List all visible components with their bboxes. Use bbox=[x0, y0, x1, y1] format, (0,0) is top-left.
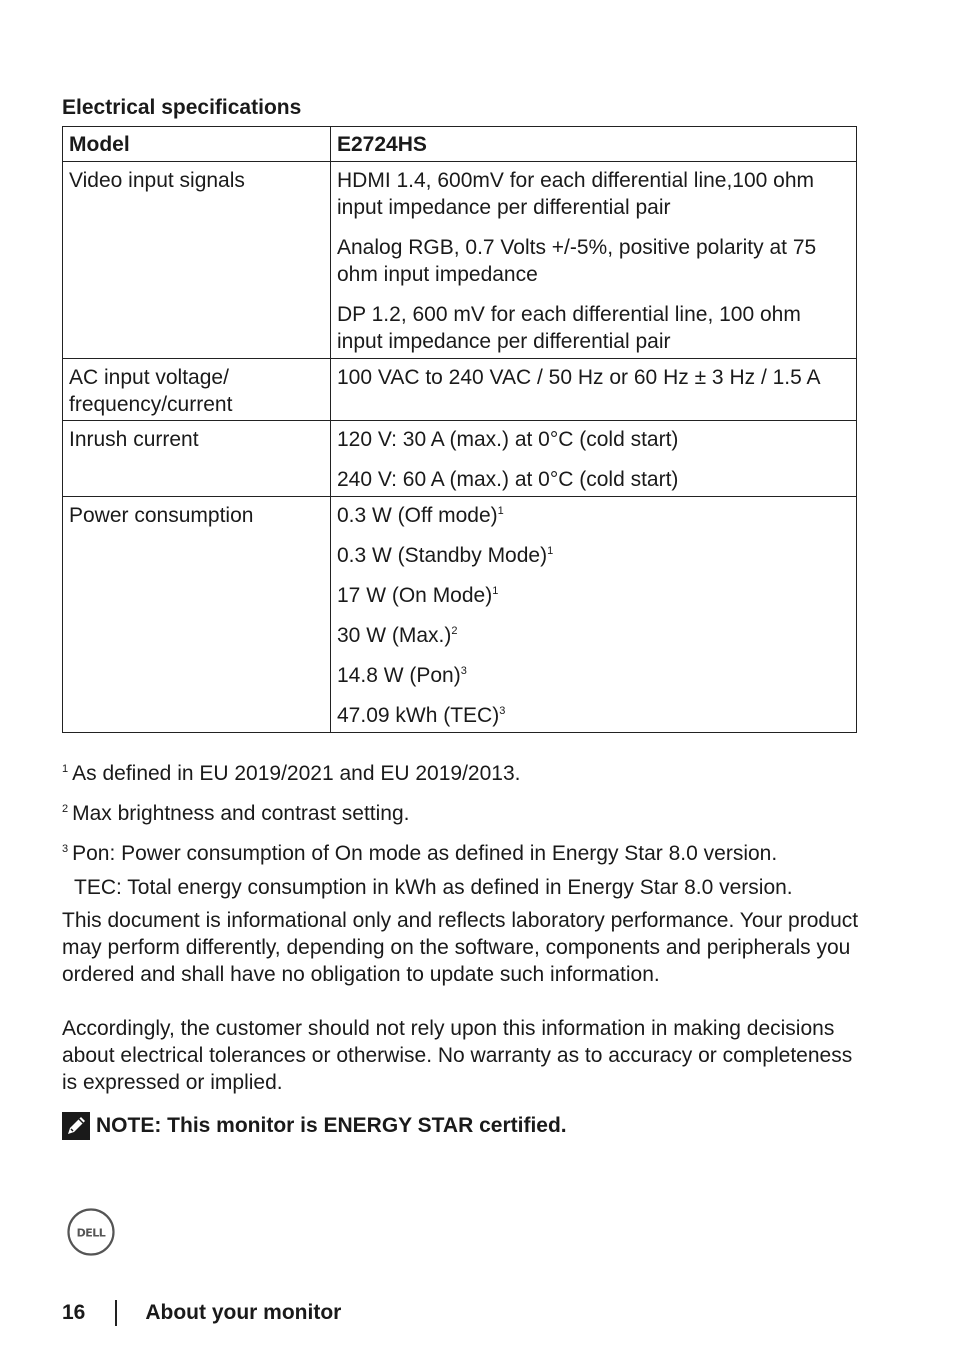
footnote bbox=[62, 760, 862, 787]
footnote-ref: 3 bbox=[460, 665, 467, 677]
spec-value-text: 14.8 W (Pon) bbox=[337, 664, 461, 687]
dell-logo-text: DELL bbox=[76, 1226, 106, 1240]
footnote-ref: 1 bbox=[492, 585, 499, 597]
electrical-spec-table bbox=[62, 126, 857, 733]
spec-value bbox=[337, 542, 850, 569]
spec-value: HDMI 1.4, 600mV for each differential line,100 ohm input impedance per differential pair bbox=[337, 169, 815, 219]
note-block bbox=[62, 1112, 567, 1140]
page-footer bbox=[62, 1300, 341, 1326]
table-row bbox=[63, 359, 857, 421]
table-row bbox=[63, 162, 857, 359]
header-model-label: Model bbox=[63, 127, 331, 162]
spec-value-text: 47.09 kWh (TEC) bbox=[337, 704, 500, 727]
footnote-mark: 1 bbox=[62, 763, 69, 775]
note-text: NOTE: This monitor is ENERGY STAR certified. bbox=[96, 1114, 567, 1137]
footnote-mark: 3 bbox=[62, 843, 69, 855]
header-model-value: E2724HS bbox=[331, 127, 857, 162]
footnote-ref: 1 bbox=[497, 505, 504, 517]
spec-value-text: 30 W (Max.) bbox=[337, 624, 452, 647]
disclaimer-paragraph-2: Accordingly, the customer should not rely upon this information in making decisions about electrical tolerances or otherwise. No warranty as to accuracy or completeness is expressed or implied. bbox=[62, 1017, 853, 1094]
spec-label: AC input voltage/ frequency/current bbox=[63, 359, 331, 421]
spec-label: Video input signals bbox=[63, 162, 331, 359]
footer-divider bbox=[115, 1300, 117, 1326]
spec-values bbox=[331, 162, 857, 359]
spec-value-text: 0.3 W (Off mode) bbox=[337, 504, 498, 527]
spec-value: 240 V: 60 A (max.) at 0°C (cold start) bbox=[337, 468, 679, 491]
dell-logo bbox=[66, 1207, 116, 1257]
spec-value: 120 V: 30 A (max.) at 0°C (cold start) bbox=[337, 428, 679, 451]
table-row bbox=[63, 421, 857, 497]
spec-values bbox=[331, 497, 857, 733]
disclaimer-paragraph-1: This document is informational only and reflects laboratory performance. Your product may perform differently, depending on the software, components and peripherals you ordered and shall have no obligation to update such information. bbox=[62, 909, 859, 986]
spec-label: Power consumption bbox=[63, 497, 331, 733]
footer-title: About your monitor bbox=[145, 1301, 342, 1324]
footnote bbox=[62, 840, 862, 867]
footnote-ref: 3 bbox=[499, 705, 506, 717]
note-pencil-icon bbox=[62, 1112, 90, 1140]
spec-value-text: 0.3 W (Standby Mode) bbox=[337, 544, 548, 567]
spec-value: Analog RGB, 0.7 Volts +/-5%, positive polarity at 75 ohm input impedance bbox=[337, 236, 817, 286]
spec-values bbox=[331, 421, 857, 497]
page-number: 16 bbox=[62, 1301, 86, 1324]
footnote-text: Pon: Power consumption of On mode as defined in Energy Star 8.0 version. bbox=[72, 842, 778, 865]
footnote-continuation: TEC: Total energy consumption in kWh as defined in Energy Star 8.0 version. bbox=[74, 876, 793, 899]
spec-value bbox=[337, 662, 850, 689]
footnote-text: Max brightness and contrast setting. bbox=[72, 802, 410, 825]
spec-value bbox=[337, 582, 850, 609]
spec-value: DP 1.2, 600 mV for each differential line, 100 ohm input impedance per differential pair bbox=[337, 303, 801, 353]
footnote-text: As defined in EU 2019/2021 and EU 2019/2013. bbox=[72, 762, 521, 785]
footnote bbox=[62, 800, 862, 827]
footnote-ref: 1 bbox=[547, 545, 554, 557]
spec-value bbox=[337, 622, 850, 649]
section-title: Electrical specifications bbox=[62, 96, 302, 119]
table-row bbox=[63, 497, 857, 733]
spec-value: 100 VAC to 240 VAC / 50 Hz or 60 Hz ± 3 Hz / 1.5 A bbox=[337, 366, 821, 389]
footnotes-block bbox=[62, 760, 862, 1096]
spec-value-text: 17 W (On Mode) bbox=[337, 584, 493, 607]
spec-value bbox=[337, 502, 850, 529]
spec-value bbox=[337, 702, 850, 729]
footnote-ref: 2 bbox=[451, 625, 458, 637]
table-header-row bbox=[63, 127, 857, 162]
spec-label: Inrush current bbox=[63, 421, 331, 497]
spec-values bbox=[331, 359, 857, 421]
footnote-mark: 2 bbox=[62, 803, 69, 815]
